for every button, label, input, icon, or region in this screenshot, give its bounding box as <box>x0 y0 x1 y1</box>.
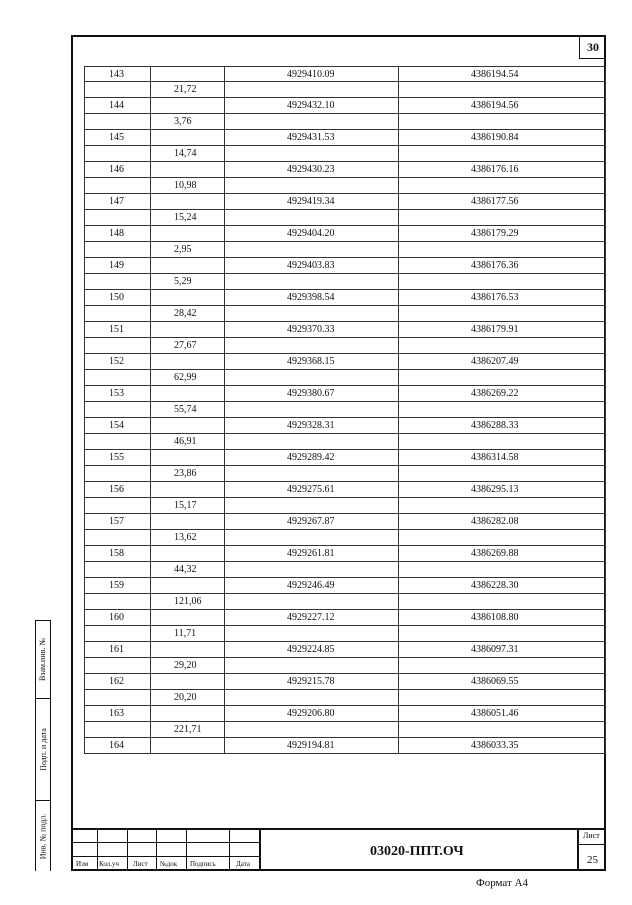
left-margin-stamp <box>35 620 71 871</box>
coord-y: 4386177.56 <box>471 196 519 207</box>
point-number: 154 <box>109 420 124 431</box>
coord-x: 4929432.10 <box>287 100 335 111</box>
distance-row <box>84 690 606 706</box>
coord-y: 4386314.58 <box>471 452 519 463</box>
coord-x: 4929328.31 <box>287 420 335 431</box>
page-number: 30 <box>579 37 606 59</box>
coord-y: 4386228.30 <box>471 580 519 591</box>
point-row <box>84 482 606 498</box>
stamp-col-6 <box>259 828 261 871</box>
segment-length: 5,29 <box>174 276 192 287</box>
point-row <box>84 610 606 626</box>
point-row <box>84 162 606 178</box>
point-row <box>84 354 606 370</box>
segment-length: 10,98 <box>174 180 197 191</box>
point-row <box>84 514 606 530</box>
segment-length: 15,24 <box>174 212 197 223</box>
distance-row <box>84 658 606 674</box>
coord-y: 4386207.49 <box>471 356 519 367</box>
point-number: 143 <box>109 69 124 80</box>
stamp-col-4 <box>186 828 187 871</box>
point-number: 144 <box>109 100 124 111</box>
point-number: 153 <box>109 388 124 399</box>
point-row <box>84 578 606 594</box>
segment-length: 28,42 <box>174 308 197 319</box>
stamp-top-line <box>71 828 606 830</box>
point-row <box>84 322 606 338</box>
point-row <box>84 738 606 754</box>
coord-y: 4386194.54 <box>471 69 519 80</box>
point-row <box>84 226 606 242</box>
point-number: 163 <box>109 708 124 719</box>
stamp-col-1 <box>97 828 98 871</box>
coord-y: 4386288.33 <box>471 420 519 431</box>
sheet-number: 25 <box>587 854 598 866</box>
segment-length: 121,06 <box>174 596 202 607</box>
point-row <box>84 194 606 210</box>
coord-y: 4386179.91 <box>471 324 519 335</box>
point-number: 145 <box>109 132 124 143</box>
point-number: 164 <box>109 740 124 751</box>
coord-x: 4929267.87 <box>287 516 335 527</box>
stamp-header-data: Дата <box>236 860 250 868</box>
segment-length: 20,20 <box>174 692 197 703</box>
point-row <box>84 66 606 82</box>
distance-row <box>84 306 606 322</box>
coord-y: 4386097.31 <box>471 644 519 655</box>
point-number: 149 <box>109 260 124 271</box>
coord-y: 4386176.36 <box>471 260 519 271</box>
distance-row <box>84 402 606 418</box>
point-number: 160 <box>109 612 124 623</box>
point-number: 156 <box>109 484 124 495</box>
distance-row <box>84 242 606 258</box>
coord-y: 4386269.88 <box>471 548 519 559</box>
document-code: 03020-ППТ.ОЧ <box>370 844 464 859</box>
segment-length: 23,86 <box>174 468 197 479</box>
point-number: 159 <box>109 580 124 591</box>
point-number: 147 <box>109 196 124 207</box>
point-row <box>84 130 606 146</box>
segment-length: 15,17 <box>174 500 197 511</box>
segment-length: 2,95 <box>174 244 192 255</box>
point-row <box>84 674 606 690</box>
format-label: Формат А4 <box>476 877 529 889</box>
segment-length: 46,91 <box>174 436 197 447</box>
coord-y: 4386269.22 <box>471 388 519 399</box>
coord-x: 4929370.33 <box>287 324 335 335</box>
segment-length: 11,71 <box>174 628 197 639</box>
point-number: 150 <box>109 292 124 303</box>
point-number: 155 <box>109 452 124 463</box>
inv-label: Инв. № подл. <box>38 813 48 859</box>
coord-y: 4386176.53 <box>471 292 519 303</box>
segment-length: 62,99 <box>174 372 197 383</box>
segment-length: 29,20 <box>174 660 197 671</box>
coord-y: 4386295.13 <box>471 484 519 495</box>
coord-x: 4929419.34 <box>287 196 335 207</box>
distance-row <box>84 178 606 194</box>
distance-row <box>84 146 606 162</box>
stamp-sheet-line <box>577 844 606 845</box>
distance-row <box>84 466 606 482</box>
point-row <box>84 418 606 434</box>
segment-length: 3,76 <box>174 116 192 127</box>
stamp-col-7 <box>577 828 579 871</box>
coord-y: 4386194.56 <box>471 100 519 111</box>
point-number: 148 <box>109 228 124 239</box>
point-row <box>84 386 606 402</box>
coord-y: 4386176.16 <box>471 164 519 175</box>
vzam-label: Взам.инв. № <box>38 637 48 682</box>
distance-row <box>84 498 606 514</box>
coord-x: 4929410.09 <box>287 69 335 80</box>
coord-y: 4386282.08 <box>471 516 519 527</box>
stamp-header-ndok: №док <box>160 860 178 868</box>
coord-y: 4386069.55 <box>471 676 519 687</box>
podp-cell <box>36 698 50 800</box>
coord-y: 4386190.84 <box>471 132 519 143</box>
distance-row <box>84 722 606 738</box>
point-row <box>84 546 606 562</box>
sheet-label: Лист <box>583 831 600 840</box>
stamp-col-5 <box>229 828 230 871</box>
point-row <box>84 450 606 466</box>
point-number: 151 <box>109 324 124 335</box>
point-row <box>84 642 606 658</box>
coord-x: 4929224.85 <box>287 644 335 655</box>
point-number: 158 <box>109 548 124 559</box>
left-strip-labels <box>35 620 51 871</box>
coord-x: 4929227.12 <box>287 612 335 623</box>
stamp-col-2 <box>127 828 128 871</box>
distance-row <box>84 562 606 578</box>
coord-y: 4386033.35 <box>471 740 519 751</box>
distance-row <box>84 434 606 450</box>
stamp-header-podpis: Подпись <box>190 860 216 868</box>
coord-x: 4929404.20 <box>287 228 335 239</box>
coord-y: 4386051.46 <box>471 708 519 719</box>
point-number: 146 <box>109 164 124 175</box>
coord-x: 4929430.23 <box>287 164 335 175</box>
coord-x: 4929206.80 <box>287 708 335 719</box>
distance-row <box>84 82 606 98</box>
distance-row <box>84 370 606 386</box>
stamp-row-line-1 <box>71 842 259 843</box>
point-row <box>84 258 606 274</box>
segment-length: 13,62 <box>174 532 197 543</box>
distance-row <box>84 338 606 354</box>
coord-x: 4929261.81 <box>287 548 335 559</box>
coord-x: 4929403.83 <box>287 260 335 271</box>
coord-x: 4929215.78 <box>287 676 335 687</box>
point-number: 162 <box>109 676 124 687</box>
coord-x: 4929289.42 <box>287 452 335 463</box>
point-number: 161 <box>109 644 124 655</box>
inv-cell <box>36 800 50 871</box>
coord-x: 4929246.49 <box>287 580 335 591</box>
coord-x: 4929275.61 <box>287 484 335 495</box>
coordinates-table <box>84 66 606 754</box>
point-number: 152 <box>109 356 124 367</box>
stamp-header-izm: Изм <box>76 860 89 868</box>
distance-row <box>84 114 606 130</box>
stamp-header-list: Лист <box>133 860 148 868</box>
distance-row <box>84 210 606 226</box>
segment-length: 27,67 <box>174 340 197 351</box>
coord-x: 4929380.67 <box>287 388 335 399</box>
distance-row <box>84 594 606 610</box>
point-row <box>84 98 606 114</box>
point-number: 157 <box>109 516 124 527</box>
stamp-row-line-2 <box>71 856 259 857</box>
stamp-header-kolvo: Кол.уч <box>99 860 119 868</box>
coord-x: 4929368.15 <box>287 356 335 367</box>
stamp-col-3 <box>156 828 157 871</box>
coord-x: 4929431.53 <box>287 132 335 143</box>
vzam-cell <box>36 620 50 698</box>
podp-label: Подп. и дата <box>38 728 48 771</box>
coord-x: 4929398.54 <box>287 292 335 303</box>
distance-row <box>84 626 606 642</box>
distance-row <box>84 274 606 290</box>
segment-length: 21,72 <box>174 84 197 95</box>
segment-length: 14,74 <box>174 148 197 159</box>
segment-length: 44,32 <box>174 564 197 575</box>
distance-row <box>84 530 606 546</box>
point-row <box>84 706 606 722</box>
point-row <box>84 290 606 306</box>
segment-length: 55,74 <box>174 404 197 415</box>
coord-y: 4386179.29 <box>471 228 519 239</box>
coord-y: 4386108.80 <box>471 612 519 623</box>
segment-length: 221,71 <box>174 724 202 735</box>
coord-x: 4929194.81 <box>287 740 335 751</box>
